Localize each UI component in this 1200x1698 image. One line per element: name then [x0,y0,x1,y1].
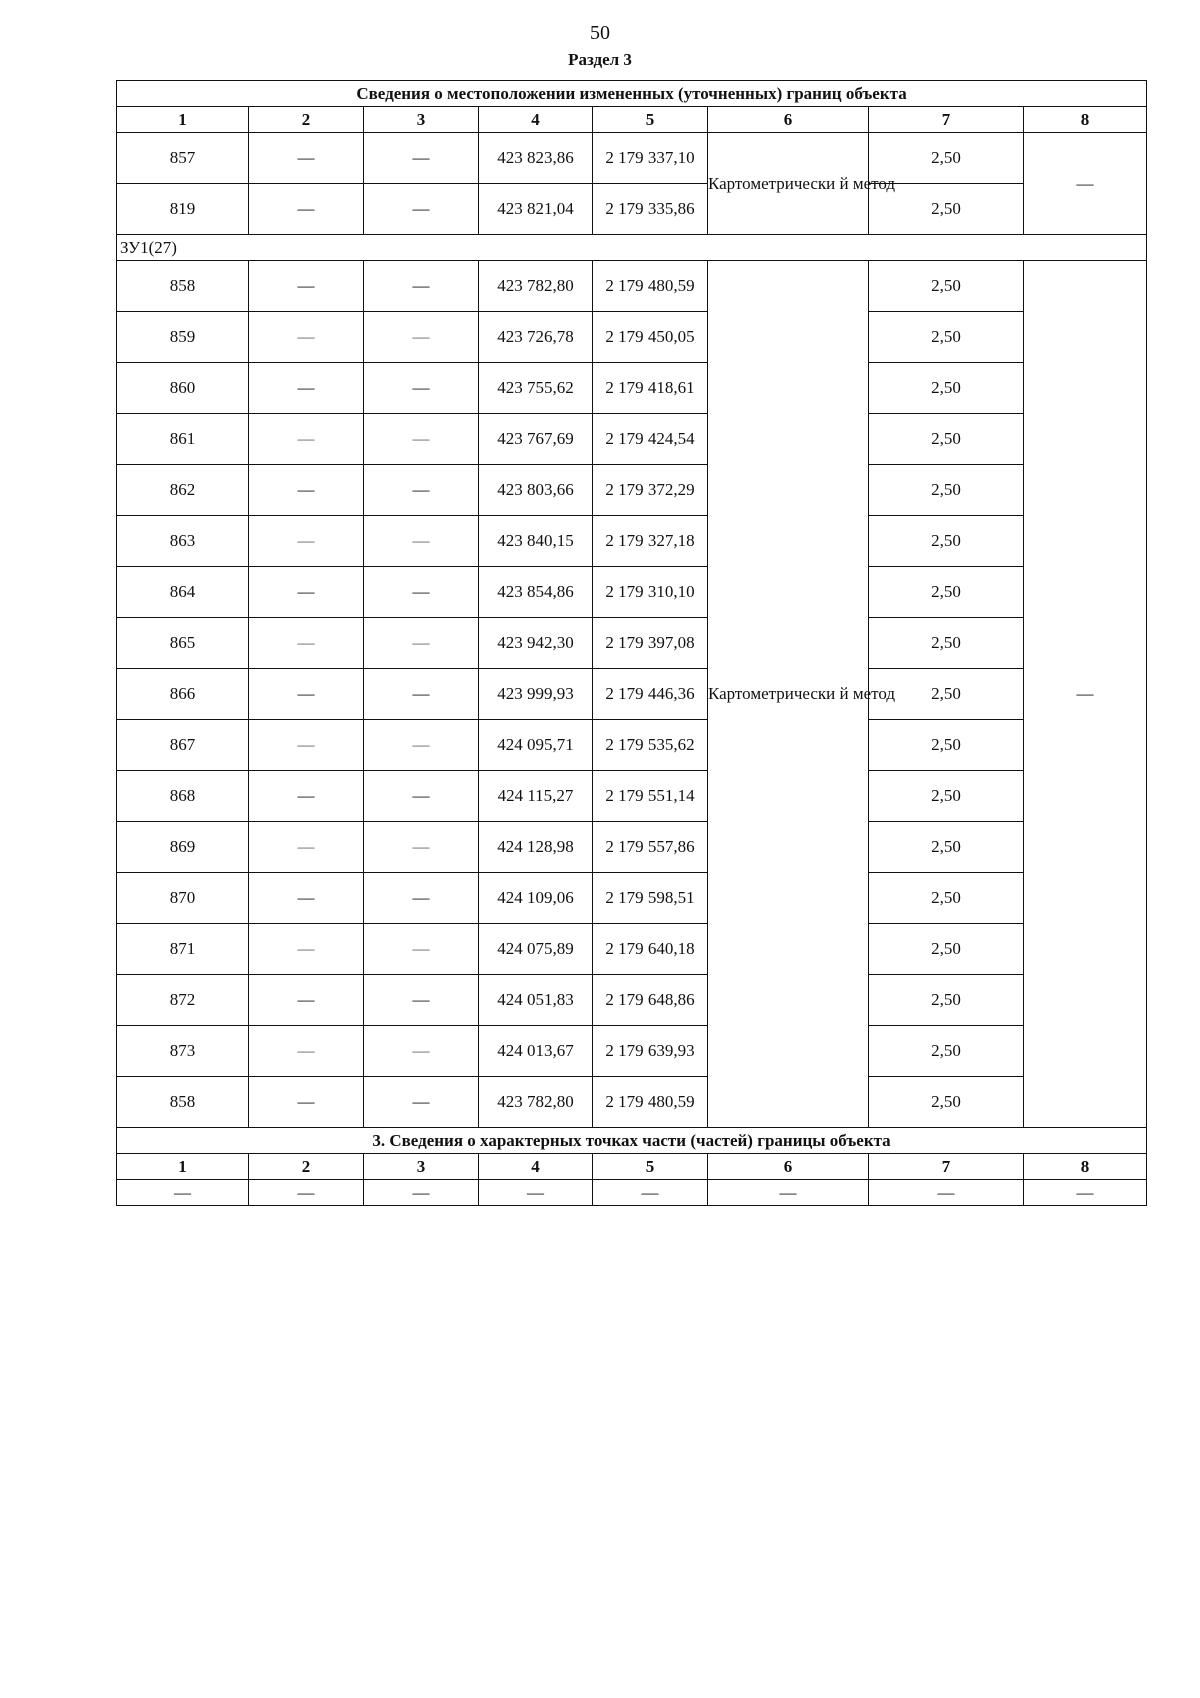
column-3-value: — [364,669,479,720]
column-3-value: — [364,1077,479,1128]
x-coordinate: 423 942,30 [479,618,593,669]
point-number: 871 [117,924,249,975]
x-coordinate: 424 109,06 [479,873,593,924]
column-3-value: — [364,924,479,975]
parts-title-row [117,1128,1147,1154]
column-number: 2 [249,107,364,133]
accuracy-value: 2,50 [869,184,1024,235]
y-coordinate: 2 179 310,10 [593,567,708,618]
point-number: 863 [117,516,249,567]
point-number: 857 [117,133,249,184]
column-2-value: — [249,975,364,1026]
column-3-value: — [364,771,479,822]
point-number: 868 [117,771,249,822]
accuracy-value: 2,50 [869,363,1024,414]
column-2-value: — [249,133,364,184]
point-number: 858 [117,261,249,312]
column-2-value: — [249,363,364,414]
accuracy-value: 2,50 [869,618,1024,669]
x-coordinate: 423 840,15 [479,516,593,567]
point-number: 865 [117,618,249,669]
y-coordinate: 2 179 598,51 [593,873,708,924]
table-row [117,618,1147,669]
accuracy-value: 2,50 [869,771,1024,822]
y-coordinate: 2 179 337,10 [593,133,708,184]
parts-cell: — [869,1180,1024,1206]
accuracy-value: 2,50 [869,822,1024,873]
y-coordinate: 2 179 397,08 [593,618,708,669]
point-number: 858 [117,1077,249,1128]
x-coordinate: 423 999,93 [479,669,593,720]
y-coordinate: 2 179 639,93 [593,1026,708,1077]
y-coordinate: 2 179 335,86 [593,184,708,235]
x-coordinate: 424 013,67 [479,1026,593,1077]
x-coordinate: 424 051,83 [479,975,593,1026]
column-number: 8 [1024,107,1147,133]
x-coordinate: 424 115,27 [479,771,593,822]
column-2-value: — [249,261,364,312]
column-3-value: — [364,873,479,924]
column-3-value: — [364,1026,479,1077]
table-row [117,720,1147,771]
accuracy-value: 2,50 [869,414,1024,465]
accuracy-value: 2,50 [869,975,1024,1026]
table-row [117,516,1147,567]
column-2-value: — [249,720,364,771]
x-coordinate: 423 823,86 [479,133,593,184]
point-number: 864 [117,567,249,618]
column-number: 6 [708,107,869,133]
y-coordinate: 2 179 551,14 [593,771,708,822]
x-coordinate: 423 726,78 [479,312,593,363]
table-row [117,184,1147,235]
y-coordinate: 2 179 424,54 [593,414,708,465]
column-3-value: — [364,133,479,184]
accuracy-value: 2,50 [869,261,1024,312]
parts-cell: — [364,1180,479,1206]
column-2-value: — [249,414,364,465]
point-number: 872 [117,975,249,1026]
x-coordinate: 423 803,66 [479,465,593,516]
accuracy-value: 2,50 [869,720,1024,771]
parts-cell: — [593,1180,708,1206]
accuracy-value: 2,50 [869,465,1024,516]
column-number: 3 [364,107,479,133]
table-row [117,133,1147,184]
table-row [117,669,1147,720]
table-row [117,975,1147,1026]
table-row [117,1026,1147,1077]
x-coordinate: 424 128,98 [479,822,593,873]
column-3-value: — [364,184,479,235]
point-number: 861 [117,414,249,465]
table-row [117,312,1147,363]
column-3-value: — [364,822,479,873]
parts-column-number: 2 [249,1154,364,1180]
parts-column-number: 8 [1024,1154,1147,1180]
column-3-value: — [364,312,479,363]
column-3-value: — [364,516,479,567]
column-2-value: — [249,822,364,873]
point-number: 870 [117,873,249,924]
parts-cell: — [249,1180,364,1206]
column-number: 5 [593,107,708,133]
table-row [117,771,1147,822]
point-number: 867 [117,720,249,771]
column-3-value: — [364,720,479,771]
point-number: 819 [117,184,249,235]
point-number: 860 [117,363,249,414]
section-title: Раздел 3 [568,50,632,69]
y-coordinate: 2 179 450,05 [593,312,708,363]
column-3-value: — [364,465,479,516]
accuracy-value: 2,50 [869,924,1024,975]
y-coordinate: 2 179 480,59 [593,1077,708,1128]
parts-column-number: 4 [479,1154,593,1180]
accuracy-value: 2,50 [869,133,1024,184]
x-coordinate: 424 075,89 [479,924,593,975]
parts-column-number: 7 [869,1154,1024,1180]
parts-column-number: 5 [593,1154,708,1180]
y-coordinate: 2 179 446,36 [593,669,708,720]
column-8-value: — [1024,133,1147,235]
group-label: ЗУ1(27) [117,235,1147,261]
column-number: 1 [117,107,249,133]
point-number: 869 [117,822,249,873]
column-2-value: — [249,184,364,235]
column-2-value: — [249,618,364,669]
y-coordinate: 2 179 372,29 [593,465,708,516]
accuracy-value: 2,50 [869,312,1024,363]
table-row [117,924,1147,975]
table-title-row [117,81,1147,107]
table-row [117,873,1147,924]
x-coordinate: 423 767,69 [479,414,593,465]
parts-column-number: 3 [364,1154,479,1180]
y-coordinate: 2 179 327,18 [593,516,708,567]
accuracy-value: 2,50 [869,567,1024,618]
table-row [117,1077,1147,1128]
parts-cell: — [708,1180,869,1206]
method-cell: Картометрически й метод [708,261,869,1128]
point-number: 873 [117,1026,249,1077]
column-2-value: — [249,567,364,618]
table-row [117,822,1147,873]
point-number: 859 [117,312,249,363]
method-cell: Картометрически й метод [708,133,869,235]
column-2-value: — [249,312,364,363]
accuracy-value: 2,50 [869,516,1024,567]
column-2-value: — [249,669,364,720]
parts-column-number: 6 [708,1154,869,1180]
y-coordinate: 2 179 648,86 [593,975,708,1026]
x-coordinate: 423 782,80 [479,1077,593,1128]
y-coordinate: 2 179 557,86 [593,822,708,873]
column-number-row [117,107,1147,133]
x-coordinate: 423 782,80 [479,261,593,312]
column-3-value: — [364,261,479,312]
column-3-value: — [364,618,479,669]
x-coordinate: 423 755,62 [479,363,593,414]
column-2-value: — [249,924,364,975]
column-number: 4 [479,107,593,133]
parts-title: 3. Сведения о характерных точках части (частей) границы объекта [117,1128,1147,1154]
column-2-value: — [249,1077,364,1128]
accuracy-value: 2,50 [869,1026,1024,1077]
page-number: 50 [590,22,610,44]
accuracy-value: 2,50 [869,873,1024,924]
group-label-row [117,235,1147,261]
y-coordinate: 2 179 418,61 [593,363,708,414]
column-2-value: — [249,771,364,822]
parts-cell: — [479,1180,593,1206]
column-2-value: — [249,465,364,516]
column-2-value: — [249,516,364,567]
accuracy-value: 2,50 [869,669,1024,720]
parts-column-number-row [117,1154,1147,1180]
point-number: 862 [117,465,249,516]
parts-cell: — [1024,1180,1147,1206]
table-row [117,465,1147,516]
column-2-value: — [249,1026,364,1077]
x-coordinate: 423 854,86 [479,567,593,618]
x-coordinate: 423 821,04 [479,184,593,235]
parts-column-number: 1 [117,1154,249,1180]
table-row [117,414,1147,465]
column-8-value: — [1024,261,1147,1128]
boundary-table [116,80,1147,1206]
column-3-value: — [364,567,479,618]
y-coordinate: 2 179 480,59 [593,261,708,312]
table-title: Сведения о местоположении измененных (уточненных) границ объекта [117,81,1147,107]
y-coordinate: 2 179 535,62 [593,720,708,771]
y-coordinate: 2 179 640,18 [593,924,708,975]
column-3-value: — [364,414,479,465]
column-3-value: — [364,975,479,1026]
x-coordinate: 424 095,71 [479,720,593,771]
parts-row [117,1180,1147,1206]
table-row [117,363,1147,414]
table-row [117,567,1147,618]
table-row [117,261,1147,312]
column-2-value: — [249,873,364,924]
parts-cell: — [117,1180,249,1206]
column-3-value: — [364,363,479,414]
boundary-table-body [117,81,1147,1206]
column-number: 7 [869,107,1024,133]
accuracy-value: 2,50 [869,1077,1024,1128]
point-number: 866 [117,669,249,720]
